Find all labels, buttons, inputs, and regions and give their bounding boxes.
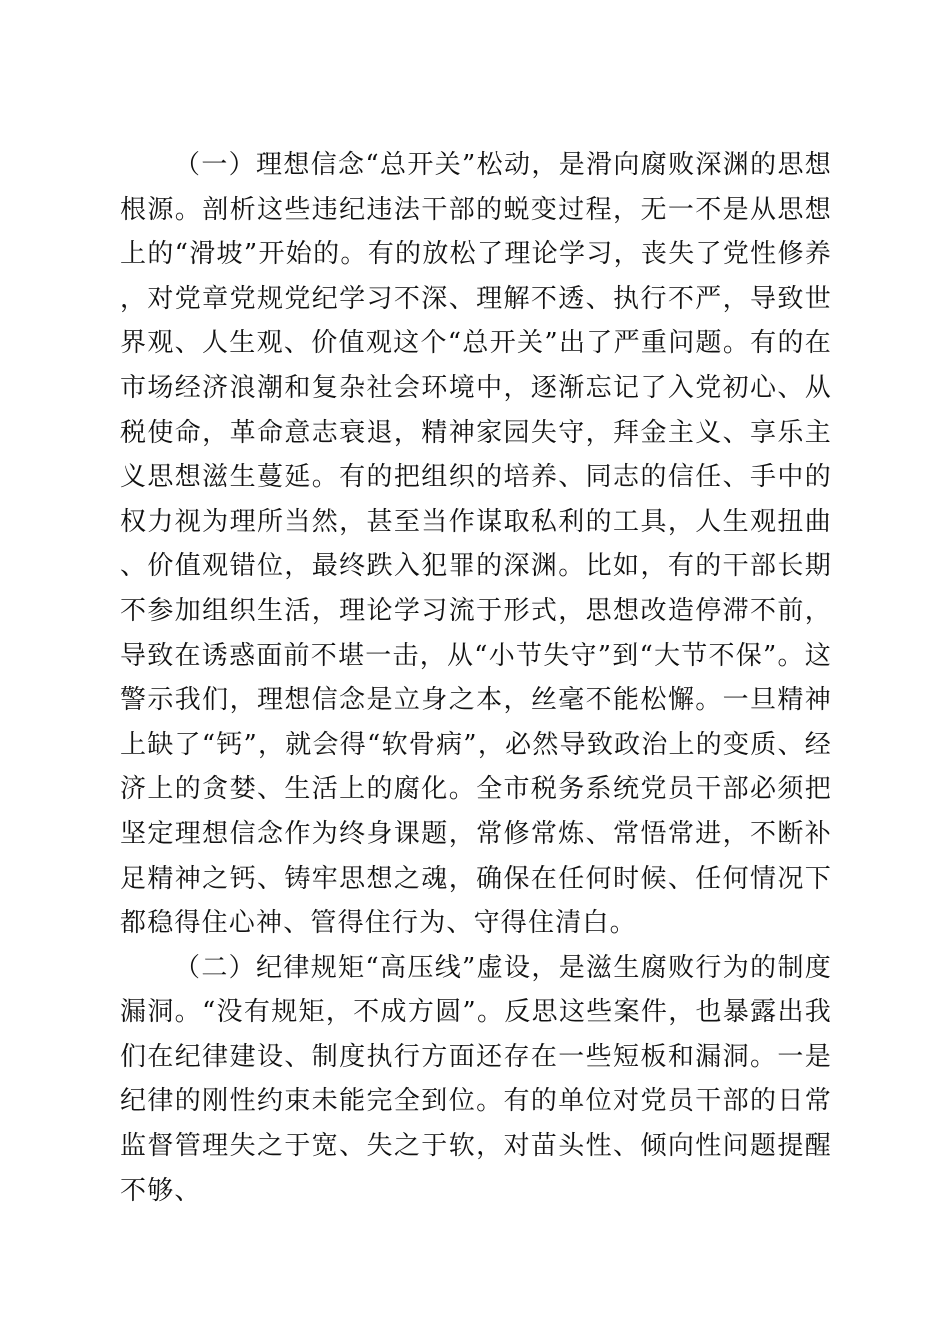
paragraph-2-text: “没有规矩，不成方圆”。反思这些案件，也暴露出我们在纪律建设、制度执行方面还存在一些短板和漏洞。一是纪律的刚性约束未能完全到位。有的单位对党员干部的日常监督管理失之于宽、失之于软，对苗头性、倾向性问题提醒不够、	[120, 997, 832, 1206]
paragraph-2-heading: （二）纪律规矩“高压线”虚设，是滋生腐败行为的制度漏洞。	[120, 952, 832, 1028]
paragraph-1-heading: （一）理想信念“总开关”松动，是滑向腐败深渊的思想根源。	[120, 150, 832, 225]
paragraph-2	[120, 946, 832, 1214]
document-body	[120, 143, 832, 1213]
paragraph-1	[120, 143, 832, 946]
paragraph-1-text: 剖析这些违纪违法干部的蜕变过程，无一不是从思想上的“滑坡”开始的。有的放松了理论学习，丧失了党性修养，对党章党规党纪学习不深、理解不透、执行不严，导致世界观、人生观、价值观这个“总开关”出了严重问题。有的在市场经济浪潮和复杂社会环境中，逐渐忘记了入党初心、从税使命，革命意志衰退，精神家园失守，拜金主义、享乐主义思想滋生蔓延。有的把组织的培养、同志的信任、手中的权力视为理所当然，甚至当作谋取私利的工具，人生观扭曲、价值观错位，最终跌入犯罪的深渊。比如，有的干部长期不参加组织生活，理论学习流于形式，思想改造停滞不前，导致在诱惑面前不堪一击，从“小节失守”到“大节不保”。这警示我们，理想信念是立身之本，丝毫不能松懈。一旦精神上缺了“钙”，就会得“软骨病”，必然导致政治上的变质、经济上的贪婪、生活上的腐化。全市税务系统党员干部必须把坚定理想信念作为终身课题，常修常炼、常悟常进，不断补足精神之钙、铸牢思想之魂，确保在任何时候、任何情况下都稳得住心神、管得住行为、守得住清白。	[120, 194, 832, 939]
